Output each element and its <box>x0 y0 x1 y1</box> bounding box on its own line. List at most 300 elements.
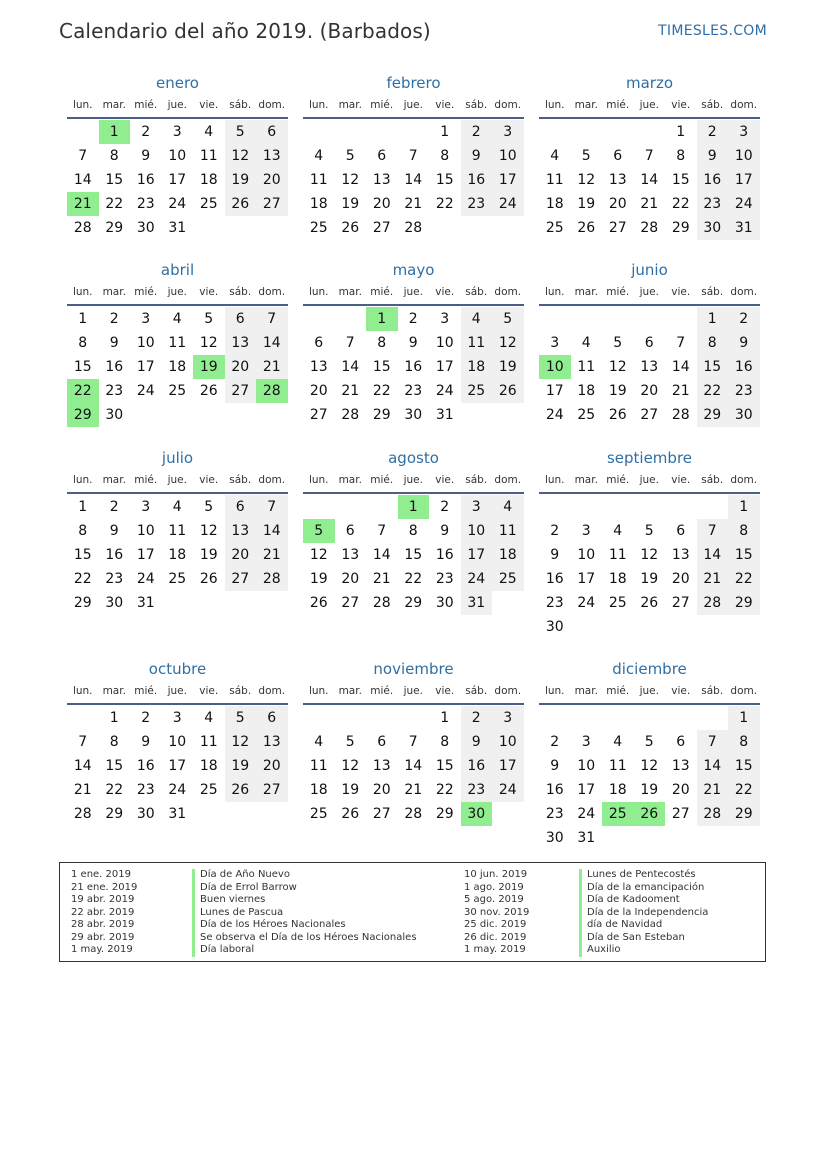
day-cell: 22 <box>671 196 690 212</box>
day-cell: 17 <box>492 754 524 778</box>
day-cell: 3 <box>172 124 182 140</box>
day-cell: 29 <box>435 806 454 822</box>
day-cell: 21 <box>341 383 360 399</box>
day-cell: 13 <box>225 519 257 543</box>
day-cell: 22 <box>404 571 423 587</box>
day-grid <box>539 307 760 427</box>
day-cell: 16 <box>435 547 454 563</box>
empty-cell <box>571 120 603 144</box>
month-enero <box>67 73 288 240</box>
day-cell: 5 <box>644 734 654 750</box>
day-cell: 13 <box>671 758 690 774</box>
day-cell: 6 <box>676 523 686 539</box>
weekday-label: vie. <box>435 474 455 486</box>
day-cell: 28 <box>697 802 729 826</box>
holiday-day-cell: 19 <box>193 355 225 379</box>
month-junio <box>539 260 760 427</box>
day-grid <box>67 120 288 240</box>
weekday-label: jue. <box>167 685 187 697</box>
weekday-label: jue. <box>639 685 659 697</box>
day-cell: 6 <box>644 335 654 351</box>
day-cell: 3 <box>141 311 151 327</box>
empty-cell <box>303 307 335 331</box>
day-cell: 31 <box>577 830 596 846</box>
weekday-label: dom. <box>494 286 522 298</box>
day-cell: 5 <box>345 734 355 750</box>
day-cell: 23 <box>105 383 124 399</box>
day-cell: 19 <box>577 196 596 212</box>
day-cell: 25 <box>168 383 187 399</box>
day-cell: 27 <box>640 407 659 423</box>
weekday-header <box>303 280 524 306</box>
holiday-name: Día de San Esteban <box>587 931 685 943</box>
day-cell: 24 <box>136 571 155 587</box>
holiday-name: Día de los Héroes Nacionales <box>200 919 346 930</box>
day-cell: 4 <box>613 734 623 750</box>
holiday-name: Día de Kadooment <box>587 894 680 905</box>
holiday-name: Día de la Independencia <box>587 906 709 918</box>
day-cell: 13 <box>671 547 690 563</box>
day-cell: 21 <box>697 778 729 802</box>
weekday-header <box>539 468 760 494</box>
empty-cell <box>67 706 99 730</box>
day-cell: 9 <box>697 144 729 168</box>
day-grid <box>303 307 524 427</box>
day-cell: 19 <box>492 355 524 379</box>
holiday-date: 1 may. 2019 <box>464 944 526 955</box>
weekday-label: mié. <box>606 286 630 298</box>
weekday-label: mié. <box>370 286 394 298</box>
month-abril <box>67 260 288 427</box>
holiday-date: 21 ene. 2019 <box>71 881 138 893</box>
day-cell: 8 <box>440 734 450 750</box>
day-cell: 25 <box>577 407 596 423</box>
weekday-label: jue. <box>403 286 423 298</box>
day-cell: 13 <box>640 359 659 375</box>
holiday-date: 5 ago. 2019 <box>464 894 524 905</box>
weekday-header <box>539 679 760 705</box>
day-cell: 18 <box>461 355 493 379</box>
empty-cell <box>335 120 367 144</box>
day-cell: 9 <box>461 144 493 168</box>
day-cell: 21 <box>404 196 423 212</box>
day-cell: 28 <box>404 220 423 236</box>
weekday-label: sáb. <box>701 286 724 298</box>
day-cell: 17 <box>136 359 155 375</box>
day-cell: 11 <box>199 734 218 750</box>
day-cell: 27 <box>671 806 690 822</box>
empty-cell <box>665 307 697 331</box>
empty-cell <box>634 706 666 730</box>
day-cell: 19 <box>225 168 257 192</box>
day-cell: 28 <box>404 806 423 822</box>
weekday-label: dom. <box>494 685 522 697</box>
day-cell: 7 <box>644 148 654 164</box>
day-cell: 25 <box>608 595 627 611</box>
weekday-label: sáb. <box>229 286 252 298</box>
day-cell: 23 <box>697 192 729 216</box>
holiday-name: Buen viernes <box>200 894 266 905</box>
day-cell: 31 <box>136 595 155 611</box>
day-cell: 16 <box>461 168 493 192</box>
holiday-date: 26 dic. 2019 <box>464 931 527 943</box>
day-cell: 31 <box>168 806 187 822</box>
day-cell: 9 <box>461 730 493 754</box>
day-grid <box>67 495 288 615</box>
day-cell: 13 <box>256 730 288 754</box>
month-octubre <box>67 659 288 826</box>
day-cell: 24 <box>435 383 454 399</box>
holiday-name: Auxilio <box>587 944 621 955</box>
day-cell: 27 <box>372 806 391 822</box>
day-cell: 11 <box>492 519 524 543</box>
day-cell: 23 <box>545 806 564 822</box>
day-cell: 5 <box>204 499 214 515</box>
day-cell: 23 <box>105 571 124 587</box>
weekday-label: lun. <box>72 685 93 697</box>
day-cell: 18 <box>309 196 328 212</box>
day-cell: 22 <box>73 571 92 587</box>
day-cell: 30 <box>136 806 155 822</box>
day-cell: 6 <box>377 148 387 164</box>
day-cell: 14 <box>372 547 391 563</box>
weekday-label: sáb. <box>229 474 252 486</box>
day-cell: 22 <box>697 379 729 403</box>
day-cell: 30 <box>404 407 423 423</box>
day-cell: 23 <box>461 192 493 216</box>
day-cell: 24 <box>492 778 524 802</box>
weekday-label: mar. <box>574 99 598 111</box>
holiday-dates-right <box>464 869 529 957</box>
day-cell: 14 <box>73 172 92 188</box>
day-cell: 24 <box>492 192 524 216</box>
day-cell: 24 <box>545 407 564 423</box>
empty-cell <box>602 120 634 144</box>
day-cell: 12 <box>608 359 627 375</box>
day-cell: 22 <box>105 782 124 798</box>
empty-cell <box>602 495 634 519</box>
empty-cell <box>665 706 697 730</box>
holiday-name: Día laboral <box>200 944 255 955</box>
day-grid <box>539 495 760 639</box>
day-cell: 17 <box>492 168 524 192</box>
month-noviembre <box>303 659 524 826</box>
day-cell: 8 <box>78 523 88 539</box>
day-cell: 23 <box>461 778 493 802</box>
empty-cell <box>634 307 666 331</box>
weekday-label: jue. <box>403 474 423 486</box>
weekday-label: vie. <box>199 474 219 486</box>
day-cell: 28 <box>73 220 92 236</box>
day-cell: 9 <box>728 331 760 355</box>
day-cell: 10 <box>728 144 760 168</box>
day-cell: 17 <box>545 383 564 399</box>
empty-cell <box>303 495 335 519</box>
day-cell: 10 <box>168 734 187 750</box>
day-cell: 8 <box>377 335 387 351</box>
day-cell: 21 <box>640 196 659 212</box>
day-cell: 15 <box>728 543 760 567</box>
day-cell: 14 <box>404 172 423 188</box>
day-grid <box>539 706 760 850</box>
day-cell: 19 <box>225 754 257 778</box>
weekday-label: dom. <box>730 286 758 298</box>
weekday-label: vie. <box>671 685 691 697</box>
day-cell: 10 <box>461 519 493 543</box>
month-name: noviembre <box>373 660 454 678</box>
day-cell: 24 <box>577 806 596 822</box>
day-cell: 3 <box>728 120 760 144</box>
holiday-day-cell: 5 <box>303 519 335 543</box>
brand-link[interactable]: TIMESLES.COM <box>658 23 767 39</box>
day-cell: 4 <box>172 499 182 515</box>
weekday-label: mié. <box>134 99 158 111</box>
day-cell: 31 <box>728 216 760 240</box>
day-cell: 24 <box>461 567 493 591</box>
day-cell: 8 <box>697 331 729 355</box>
day-cell: 4 <box>314 148 324 164</box>
weekday-header <box>67 679 288 705</box>
day-cell: 26 <box>341 220 360 236</box>
day-cell: 17 <box>728 168 760 192</box>
day-cell: 18 <box>577 383 596 399</box>
day-cell: 7 <box>697 519 729 543</box>
weekday-label: sáb. <box>465 286 488 298</box>
day-cell: 7 <box>697 730 729 754</box>
day-cell: 3 <box>461 495 493 519</box>
empty-cell <box>602 307 634 331</box>
day-cell: 2 <box>141 124 151 140</box>
day-cell: 9 <box>550 758 560 774</box>
day-cell: 8 <box>109 734 119 750</box>
weekday-label: sáb. <box>465 685 488 697</box>
day-cell: 18 <box>608 782 627 798</box>
day-cell: 28 <box>73 806 92 822</box>
day-cell: 1 <box>728 706 760 730</box>
weekday-header <box>67 280 288 306</box>
day-cell: 15 <box>73 359 92 375</box>
day-cell: 6 <box>613 148 623 164</box>
day-cell: 20 <box>372 196 391 212</box>
weekday-label: vie. <box>435 99 455 111</box>
day-cell: 3 <box>440 311 450 327</box>
day-cell: 7 <box>256 495 288 519</box>
day-cell: 15 <box>435 758 454 774</box>
weekday-label: jue. <box>639 474 659 486</box>
day-cell: 6 <box>256 120 288 144</box>
day-cell: 29 <box>105 806 124 822</box>
day-cell: 8 <box>109 148 119 164</box>
day-cell: 20 <box>256 754 288 778</box>
holiday-legend <box>59 862 766 962</box>
day-cell: 25 <box>461 379 493 403</box>
day-cell: 13 <box>256 144 288 168</box>
day-cell: 3 <box>581 734 591 750</box>
day-cell: 12 <box>577 172 596 188</box>
day-cell: 26 <box>341 806 360 822</box>
weekday-label: lun. <box>72 99 93 111</box>
day-cell: 11 <box>545 172 564 188</box>
day-cell: 27 <box>671 595 690 611</box>
day-cell: 31 <box>435 407 454 423</box>
day-cell: 30 <box>435 595 454 611</box>
empty-cell <box>67 120 99 144</box>
day-cell: 15 <box>372 359 391 375</box>
day-cell: 10 <box>136 335 155 351</box>
weekday-label: mié. <box>606 685 630 697</box>
day-cell: 26 <box>225 778 257 802</box>
day-cell: 20 <box>341 571 360 587</box>
day-cell: 18 <box>199 172 218 188</box>
month-name: diciembre <box>612 660 687 678</box>
day-cell: 25 <box>309 220 328 236</box>
weekday-label: sáb. <box>465 474 488 486</box>
weekday-header <box>303 93 524 119</box>
day-cell: 4 <box>204 124 214 140</box>
weekday-header <box>303 468 524 494</box>
day-cell: 10 <box>168 148 187 164</box>
empty-cell <box>571 706 603 730</box>
day-cell: 23 <box>404 383 423 399</box>
day-cell: 30 <box>697 216 729 240</box>
day-cell: 2 <box>141 710 151 726</box>
weekday-label: mar. <box>338 474 362 486</box>
day-cell: 4 <box>613 523 623 539</box>
weekday-label: vie. <box>199 99 219 111</box>
day-cell: 15 <box>404 547 423 563</box>
month-mayo <box>303 260 524 427</box>
weekday-label: mié. <box>370 99 394 111</box>
day-cell: 6 <box>676 734 686 750</box>
day-cell: 25 <box>309 806 328 822</box>
holiday-date: 1 ago. 2019 <box>464 881 524 893</box>
day-cell: 11 <box>309 172 328 188</box>
day-cell: 7 <box>408 734 418 750</box>
day-grid <box>67 307 288 427</box>
day-cell: 18 <box>168 547 187 563</box>
month-name: octubre <box>148 660 207 678</box>
weekday-label: lun. <box>72 286 93 298</box>
day-cell: 2 <box>550 523 560 539</box>
holiday-day-cell: 1 <box>99 120 131 144</box>
day-cell: 22 <box>105 196 124 212</box>
day-cell: 2 <box>109 311 119 327</box>
day-cell: 30 <box>136 220 155 236</box>
month-febrero <box>303 73 524 240</box>
empty-cell <box>634 495 666 519</box>
weekday-label: mié. <box>370 685 394 697</box>
holiday-date: 1 ene. 2019 <box>71 869 131 880</box>
day-cell: 19 <box>640 571 659 587</box>
holiday-date: 25 dic. 2019 <box>464 919 527 930</box>
day-cell: 13 <box>372 172 391 188</box>
weekday-label: dom. <box>258 685 286 697</box>
day-cell: 11 <box>608 758 627 774</box>
day-cell: 12 <box>640 758 659 774</box>
day-cell: 2 <box>109 499 119 515</box>
day-cell: 28 <box>640 220 659 236</box>
weekday-label: mié. <box>134 286 158 298</box>
weekday-header <box>539 280 760 306</box>
empty-cell <box>366 706 398 730</box>
day-cell: 9 <box>109 335 119 351</box>
weekday-label: sáb. <box>701 474 724 486</box>
day-cell: 15 <box>728 754 760 778</box>
day-cell: 2 <box>461 120 493 144</box>
empty-cell <box>366 120 398 144</box>
day-cell: 4 <box>172 311 182 327</box>
day-cell: 12 <box>225 144 257 168</box>
day-cell: 11 <box>168 523 187 539</box>
month-septiembre <box>539 448 760 639</box>
holiday-day-cell: 1 <box>366 307 398 331</box>
day-cell: 18 <box>608 571 627 587</box>
weekday-label: vie. <box>671 286 691 298</box>
weekday-label: mar. <box>338 99 362 111</box>
empty-cell <box>602 706 634 730</box>
day-cell: 10 <box>136 523 155 539</box>
weekday-label: dom. <box>494 474 522 486</box>
weekday-label: lun. <box>308 474 329 486</box>
day-cell: 11 <box>199 148 218 164</box>
weekday-label: lun. <box>544 99 565 111</box>
day-cell: 26 <box>309 595 328 611</box>
day-cell: 26 <box>577 220 596 236</box>
weekday-label: mié. <box>606 474 630 486</box>
day-cell: 7 <box>256 307 288 331</box>
day-cell: 24 <box>577 595 596 611</box>
day-cell: 4 <box>461 307 493 331</box>
weekday-label: jue. <box>167 99 187 111</box>
holiday-name: Lunes de Pascua <box>200 906 284 918</box>
day-cell: 13 <box>225 331 257 355</box>
day-cell: 7 <box>676 335 686 351</box>
day-cell: 29 <box>671 220 690 236</box>
day-cell: 14 <box>640 172 659 188</box>
weekday-label: lun. <box>544 286 565 298</box>
month-name: julio <box>161 449 194 467</box>
day-cell: 16 <box>545 782 564 798</box>
day-cell: 14 <box>697 543 729 567</box>
day-cell: 8 <box>408 523 418 539</box>
weekday-label: mar. <box>338 286 362 298</box>
empty-cell <box>366 495 398 519</box>
day-cell: 3 <box>550 335 560 351</box>
day-cell: 29 <box>73 595 92 611</box>
day-cell: 8 <box>728 519 760 543</box>
day-cell: 12 <box>309 547 328 563</box>
weekday-label: dom. <box>730 474 758 486</box>
day-cell: 16 <box>105 359 124 375</box>
day-cell: 19 <box>309 571 328 587</box>
weekday-label: lun. <box>308 685 329 697</box>
day-cell: 15 <box>435 172 454 188</box>
holiday-date: 10 jun. 2019 <box>464 869 528 880</box>
day-cell: 8 <box>728 730 760 754</box>
weekday-header <box>67 93 288 119</box>
weekday-label: jue. <box>639 99 659 111</box>
day-cell: 5 <box>492 307 524 331</box>
day-cell: 6 <box>377 734 387 750</box>
holiday-day-cell: 1 <box>398 495 430 519</box>
weekday-label: sáb. <box>701 99 724 111</box>
day-cell: 21 <box>372 571 391 587</box>
month-name: septiembre <box>606 449 693 467</box>
day-cell: 26 <box>492 379 524 403</box>
day-cell: 16 <box>728 355 760 379</box>
day-cell: 21 <box>256 355 288 379</box>
day-cell: 9 <box>440 523 450 539</box>
